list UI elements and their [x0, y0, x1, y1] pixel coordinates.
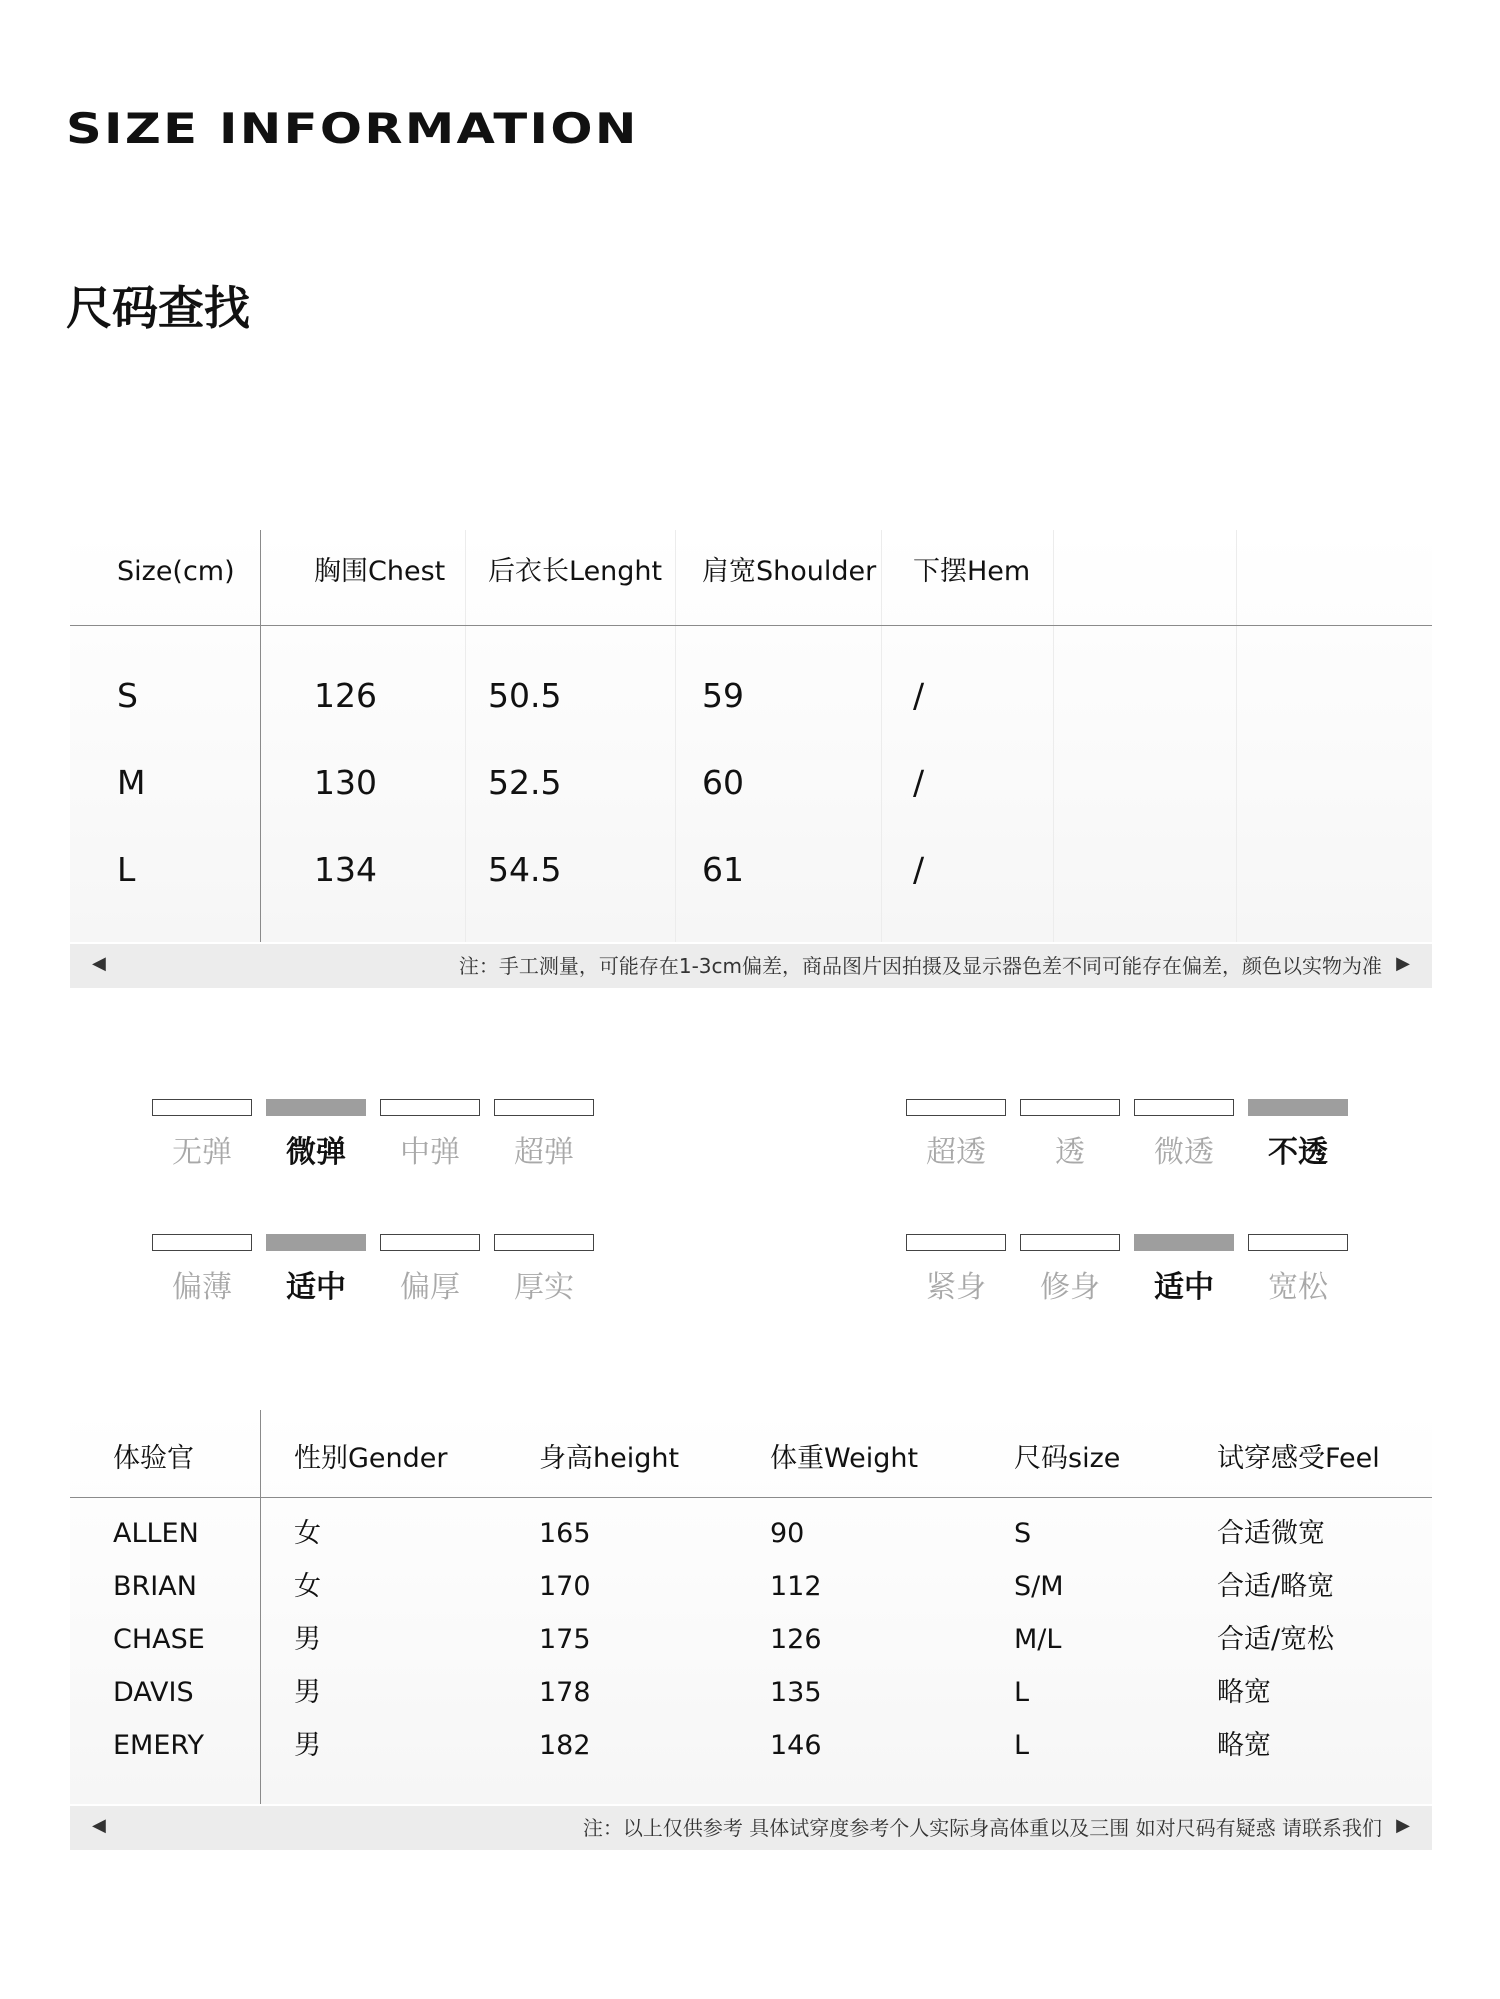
- column-header-size: Size(cm): [117, 556, 235, 587]
- column-divider: [881, 530, 882, 942]
- scale-label: 修身: [1040, 1270, 1100, 1305]
- table-cell-size: S: [117, 676, 138, 715]
- scale-segment: [494, 1234, 594, 1251]
- table-cell-length: 52.5: [488, 763, 562, 802]
- tester-feel: 合适微宽: [1217, 1518, 1325, 1549]
- first-column-divider: [260, 1410, 261, 1804]
- column-header-size: 尺码size: [1014, 1443, 1121, 1474]
- table-cell-length: 54.5: [488, 850, 562, 889]
- tester-gender: 女: [294, 1571, 321, 1602]
- size-note-bar: [70, 944, 1432, 988]
- page-title: SIZE INFORMATION: [66, 104, 639, 153]
- scale-segment-selected: [1248, 1099, 1348, 1116]
- table-cell-shoulder: 60: [702, 763, 744, 802]
- scroll-left-icon[interactable]: ◀: [92, 953, 106, 974]
- scroll-left-icon[interactable]: ◀: [92, 1815, 106, 1836]
- tester-note-text: 注：以上仅供参考 具体试穿度参考个人实际身高体重以及三围 如对尺码有疑惑 请联系我们: [582, 1816, 1382, 1840]
- column-header-shoulder: 肩宽Shoulder: [702, 556, 877, 587]
- tester-feel: 略宽: [1217, 1677, 1271, 1708]
- tester-gender: 女: [294, 1518, 321, 1549]
- table-cell-hem: /: [913, 763, 925, 802]
- tester-height: 182: [539, 1730, 591, 1761]
- tester-name: CHASE: [113, 1624, 205, 1655]
- size-note-text: 注：手工测量，可能存在1-3cm偏差，商品图片因拍摄及显示器色差不同可能存在偏差，颜色以实物为准: [458, 954, 1382, 978]
- table-cell-shoulder: 61: [702, 850, 744, 889]
- elasticity-scale: [152, 1099, 600, 1189]
- column-header-chest: 胸围Chest: [314, 556, 446, 587]
- column-divider: [1236, 530, 1237, 942]
- scale-segment: [152, 1099, 252, 1116]
- scale-label: 超透: [926, 1135, 986, 1170]
- column-header-length: 后衣长Lenght: [488, 556, 663, 587]
- scroll-right-icon[interactable]: ▶: [1396, 953, 1410, 974]
- tester-size: L: [1014, 1730, 1030, 1761]
- table-cell-size: M: [117, 763, 146, 802]
- scale-segment: [1020, 1234, 1120, 1251]
- column-header-tester: 体验官: [113, 1443, 194, 1474]
- table-cell-size: L: [117, 850, 136, 889]
- column-header-hem: 下摆Hem: [913, 556, 1031, 587]
- table-cell-hem: /: [913, 676, 925, 715]
- scale-label: 中弹: [400, 1135, 460, 1170]
- tester-size: S/M: [1014, 1571, 1064, 1602]
- tester-name: DAVIS: [113, 1677, 194, 1708]
- tester-gender: 男: [294, 1677, 321, 1708]
- scale-segment: [906, 1099, 1006, 1116]
- scale-label: 紧身: [926, 1270, 986, 1305]
- tester-height: 170: [539, 1571, 591, 1602]
- tester-size: S: [1014, 1518, 1032, 1549]
- scale-label: 无弹: [172, 1135, 232, 1170]
- tester-gender: 男: [294, 1730, 321, 1761]
- column-header-weight: 体重Weight: [770, 1443, 919, 1474]
- fit-scale: [906, 1234, 1354, 1324]
- column-divider: [465, 530, 466, 942]
- tester-height: 165: [539, 1518, 591, 1549]
- scroll-right-icon[interactable]: ▶: [1396, 1815, 1410, 1836]
- column-header-feel: 试穿感受Feel: [1217, 1443, 1380, 1474]
- scale-label-selected: 不透: [1268, 1135, 1328, 1170]
- table-cell-hem: /: [913, 850, 925, 889]
- tester-name: ALLEN: [113, 1518, 199, 1549]
- tester-weight: 112: [770, 1571, 822, 1602]
- column-divider: [675, 530, 676, 942]
- scale-label: 偏厚: [400, 1270, 460, 1305]
- scale-label: 微透: [1154, 1135, 1214, 1170]
- tester-weight: 135: [770, 1677, 822, 1708]
- tester-feel: 合适/略宽: [1217, 1571, 1335, 1602]
- tester-feel: 合适/宽松: [1217, 1624, 1335, 1655]
- size-table-background: [70, 530, 1432, 942]
- scale-label-selected: 适中: [286, 1270, 346, 1305]
- scale-label: 透: [1055, 1135, 1085, 1170]
- section-title-size-finder: 尺码查找: [66, 281, 250, 335]
- header-divider: [70, 625, 1432, 626]
- table-cell-shoulder: 59: [702, 676, 744, 715]
- tester-size: L: [1014, 1677, 1030, 1708]
- scale-label-selected: 微弹: [286, 1135, 346, 1170]
- scale-segment: [1248, 1234, 1348, 1251]
- tester-name: BRIAN: [113, 1571, 197, 1602]
- tester-note-bar: [70, 1806, 1432, 1850]
- scale-segment-selected: [266, 1234, 366, 1251]
- table-cell-chest: 130: [314, 763, 377, 802]
- tester-weight: 146: [770, 1730, 822, 1761]
- table-cell-length: 50.5: [488, 676, 562, 715]
- scale-segment: [152, 1234, 252, 1251]
- scale-label: 偏薄: [172, 1270, 232, 1305]
- column-header-gender: 性别Gender: [294, 1443, 448, 1474]
- transparency-scale: [906, 1099, 1354, 1189]
- scale-segment: [380, 1099, 480, 1116]
- scale-label: 宽松: [1268, 1270, 1328, 1305]
- column-divider: [1053, 530, 1054, 942]
- scale-segment-selected: [266, 1099, 366, 1116]
- tester-feel: 略宽: [1217, 1730, 1271, 1761]
- scale-label: 超弹: [514, 1135, 574, 1170]
- tester-weight: 126: [770, 1624, 822, 1655]
- thickness-scale: [152, 1234, 600, 1324]
- scale-label-selected: 适中: [1154, 1270, 1214, 1305]
- column-header-height: 身高height: [539, 1443, 680, 1474]
- tester-size: M/L: [1014, 1624, 1062, 1655]
- scale-segment: [494, 1099, 594, 1116]
- scale-segment: [1134, 1099, 1234, 1116]
- tester-name: EMERY: [113, 1730, 204, 1761]
- size-table: [70, 530, 1432, 988]
- scale-segment: [906, 1234, 1006, 1251]
- scale-label: 厚实: [514, 1270, 574, 1305]
- tester-height: 175: [539, 1624, 591, 1655]
- tester-height: 178: [539, 1677, 591, 1708]
- table-cell-chest: 126: [314, 676, 377, 715]
- table-cell-chest: 134: [314, 850, 377, 889]
- scale-segment-selected: [1134, 1234, 1234, 1251]
- tester-weight: 90: [770, 1518, 805, 1549]
- scale-segment: [1020, 1099, 1120, 1116]
- tester-table: [70, 1410, 1432, 1850]
- tester-gender: 男: [294, 1624, 321, 1655]
- first-column-divider: [260, 530, 261, 942]
- header-divider: [70, 1497, 1432, 1498]
- scale-segment: [380, 1234, 480, 1251]
